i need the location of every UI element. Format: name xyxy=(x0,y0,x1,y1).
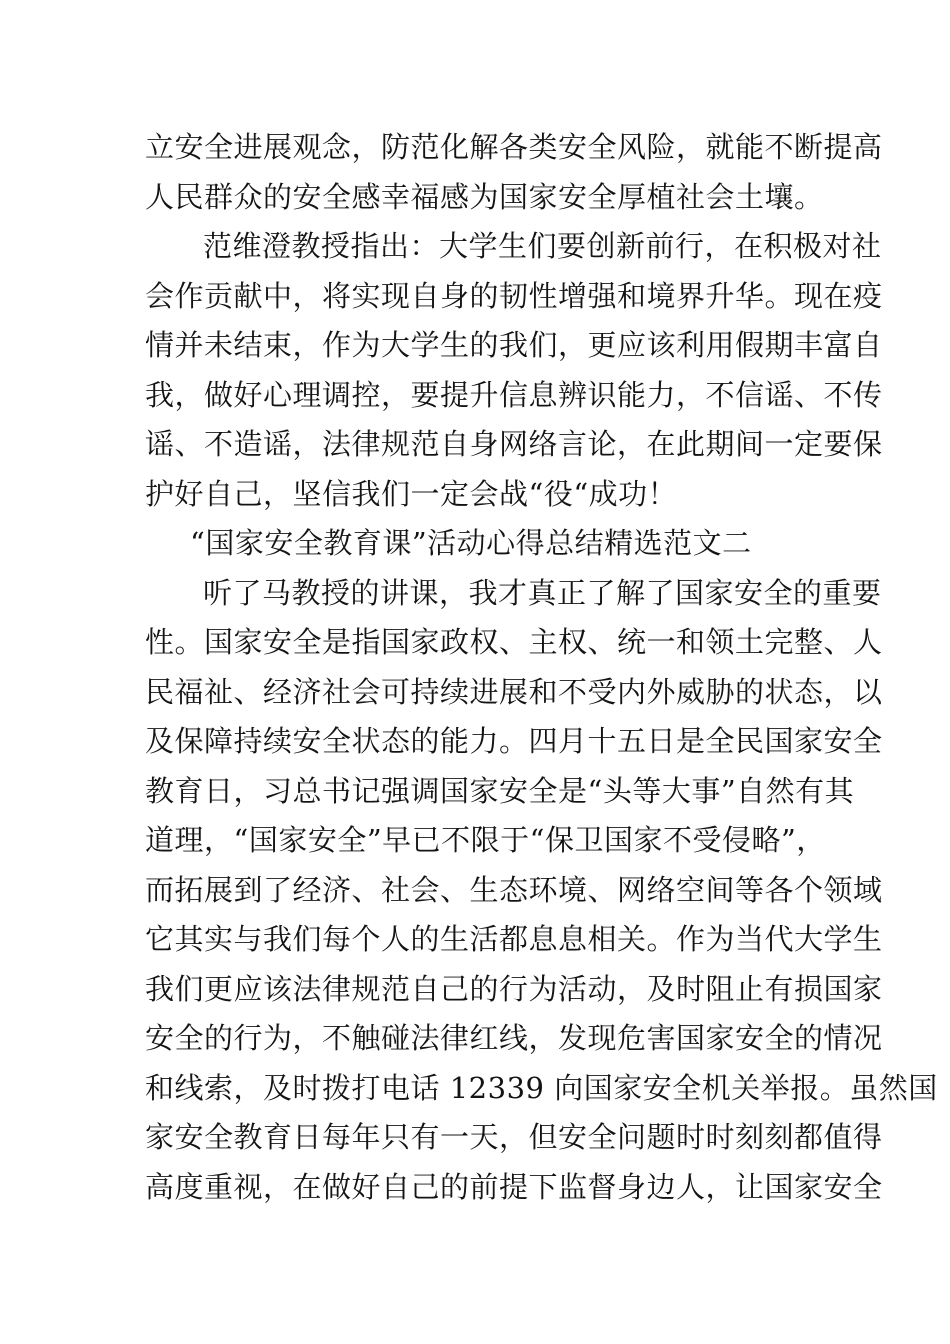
text-line: 立安全进展观念，防范化解各类安全风险，就能不断提高 xyxy=(145,130,883,164)
paragraph-start-line: 听了马教授的讲课，我才真正了解了国家安全的重要 xyxy=(203,575,882,610)
text-line: 而拓展到了经济、社会、生态环境、网络空间等各个领域 xyxy=(145,872,883,907)
paragraph-start-line: 范维澄教授指出：大学生们要创新前行，在积极对社 xyxy=(203,229,882,263)
text-line: 会作贡献中，将实现自身的韧性增强和境界升华。现在疫 xyxy=(145,278,883,313)
text-line: 道理，“国家安全”早已不限于“保卫国家不受侵略”， xyxy=(145,823,826,857)
text-line: 高度重视，在做好自己的前提下监督身边人，让国家安全 xyxy=(145,1169,883,1204)
text-line: 情并未结束，作为大学生的我们，更应该利用假期丰富自 xyxy=(145,328,883,362)
text-line: 民福祉、经济社会可持续进展和不受内外威胁的状态，以 xyxy=(145,674,883,709)
text-line: 安全的行为，不触碰法律红线，发现危害国家安全的情况 xyxy=(145,1021,883,1055)
section-heading: “国家安全教育课”活动心得总结精选范文二 xyxy=(190,526,752,560)
text-line: 我们更应该法律规范自己的行为活动，及时阻止有损国家 xyxy=(145,971,883,1006)
text-line: 谣、不造谣，法律规范自身网络言论，在此期间一定要保 xyxy=(145,427,883,461)
text-line: 护好自己，坚信我们一定会战“役“成功！ xyxy=(145,476,678,511)
text-line: 人民群众的安全感幸福感为国家安全厚植社会土壤。 xyxy=(145,179,824,214)
text-line: 教育日，习总书记强调国家安全是“头等大事”自然有其 xyxy=(145,773,855,808)
text-line: 和线索，及时拨打电话 12339 向国家安全机关举报。虽然国 xyxy=(145,1070,938,1105)
document-body xyxy=(145,123,938,1212)
text-line: 我，做好心理调控，要提升信息辨识能力，不信谣、不传 xyxy=(145,377,883,412)
text-line: 及保障持续安全状态的能力。四月十五日是全民国家安全 xyxy=(145,724,883,758)
text-line: 性。国家安全是指国家政权、主权、统一和领土完整、人 xyxy=(145,625,883,659)
text-line: 家安全教育日每年只有一天，但安全问题时时刻刻都值得 xyxy=(145,1120,883,1154)
text-line: 它其实与我们每个人的生活都息息相关。作为当代大学生 xyxy=(145,922,883,956)
